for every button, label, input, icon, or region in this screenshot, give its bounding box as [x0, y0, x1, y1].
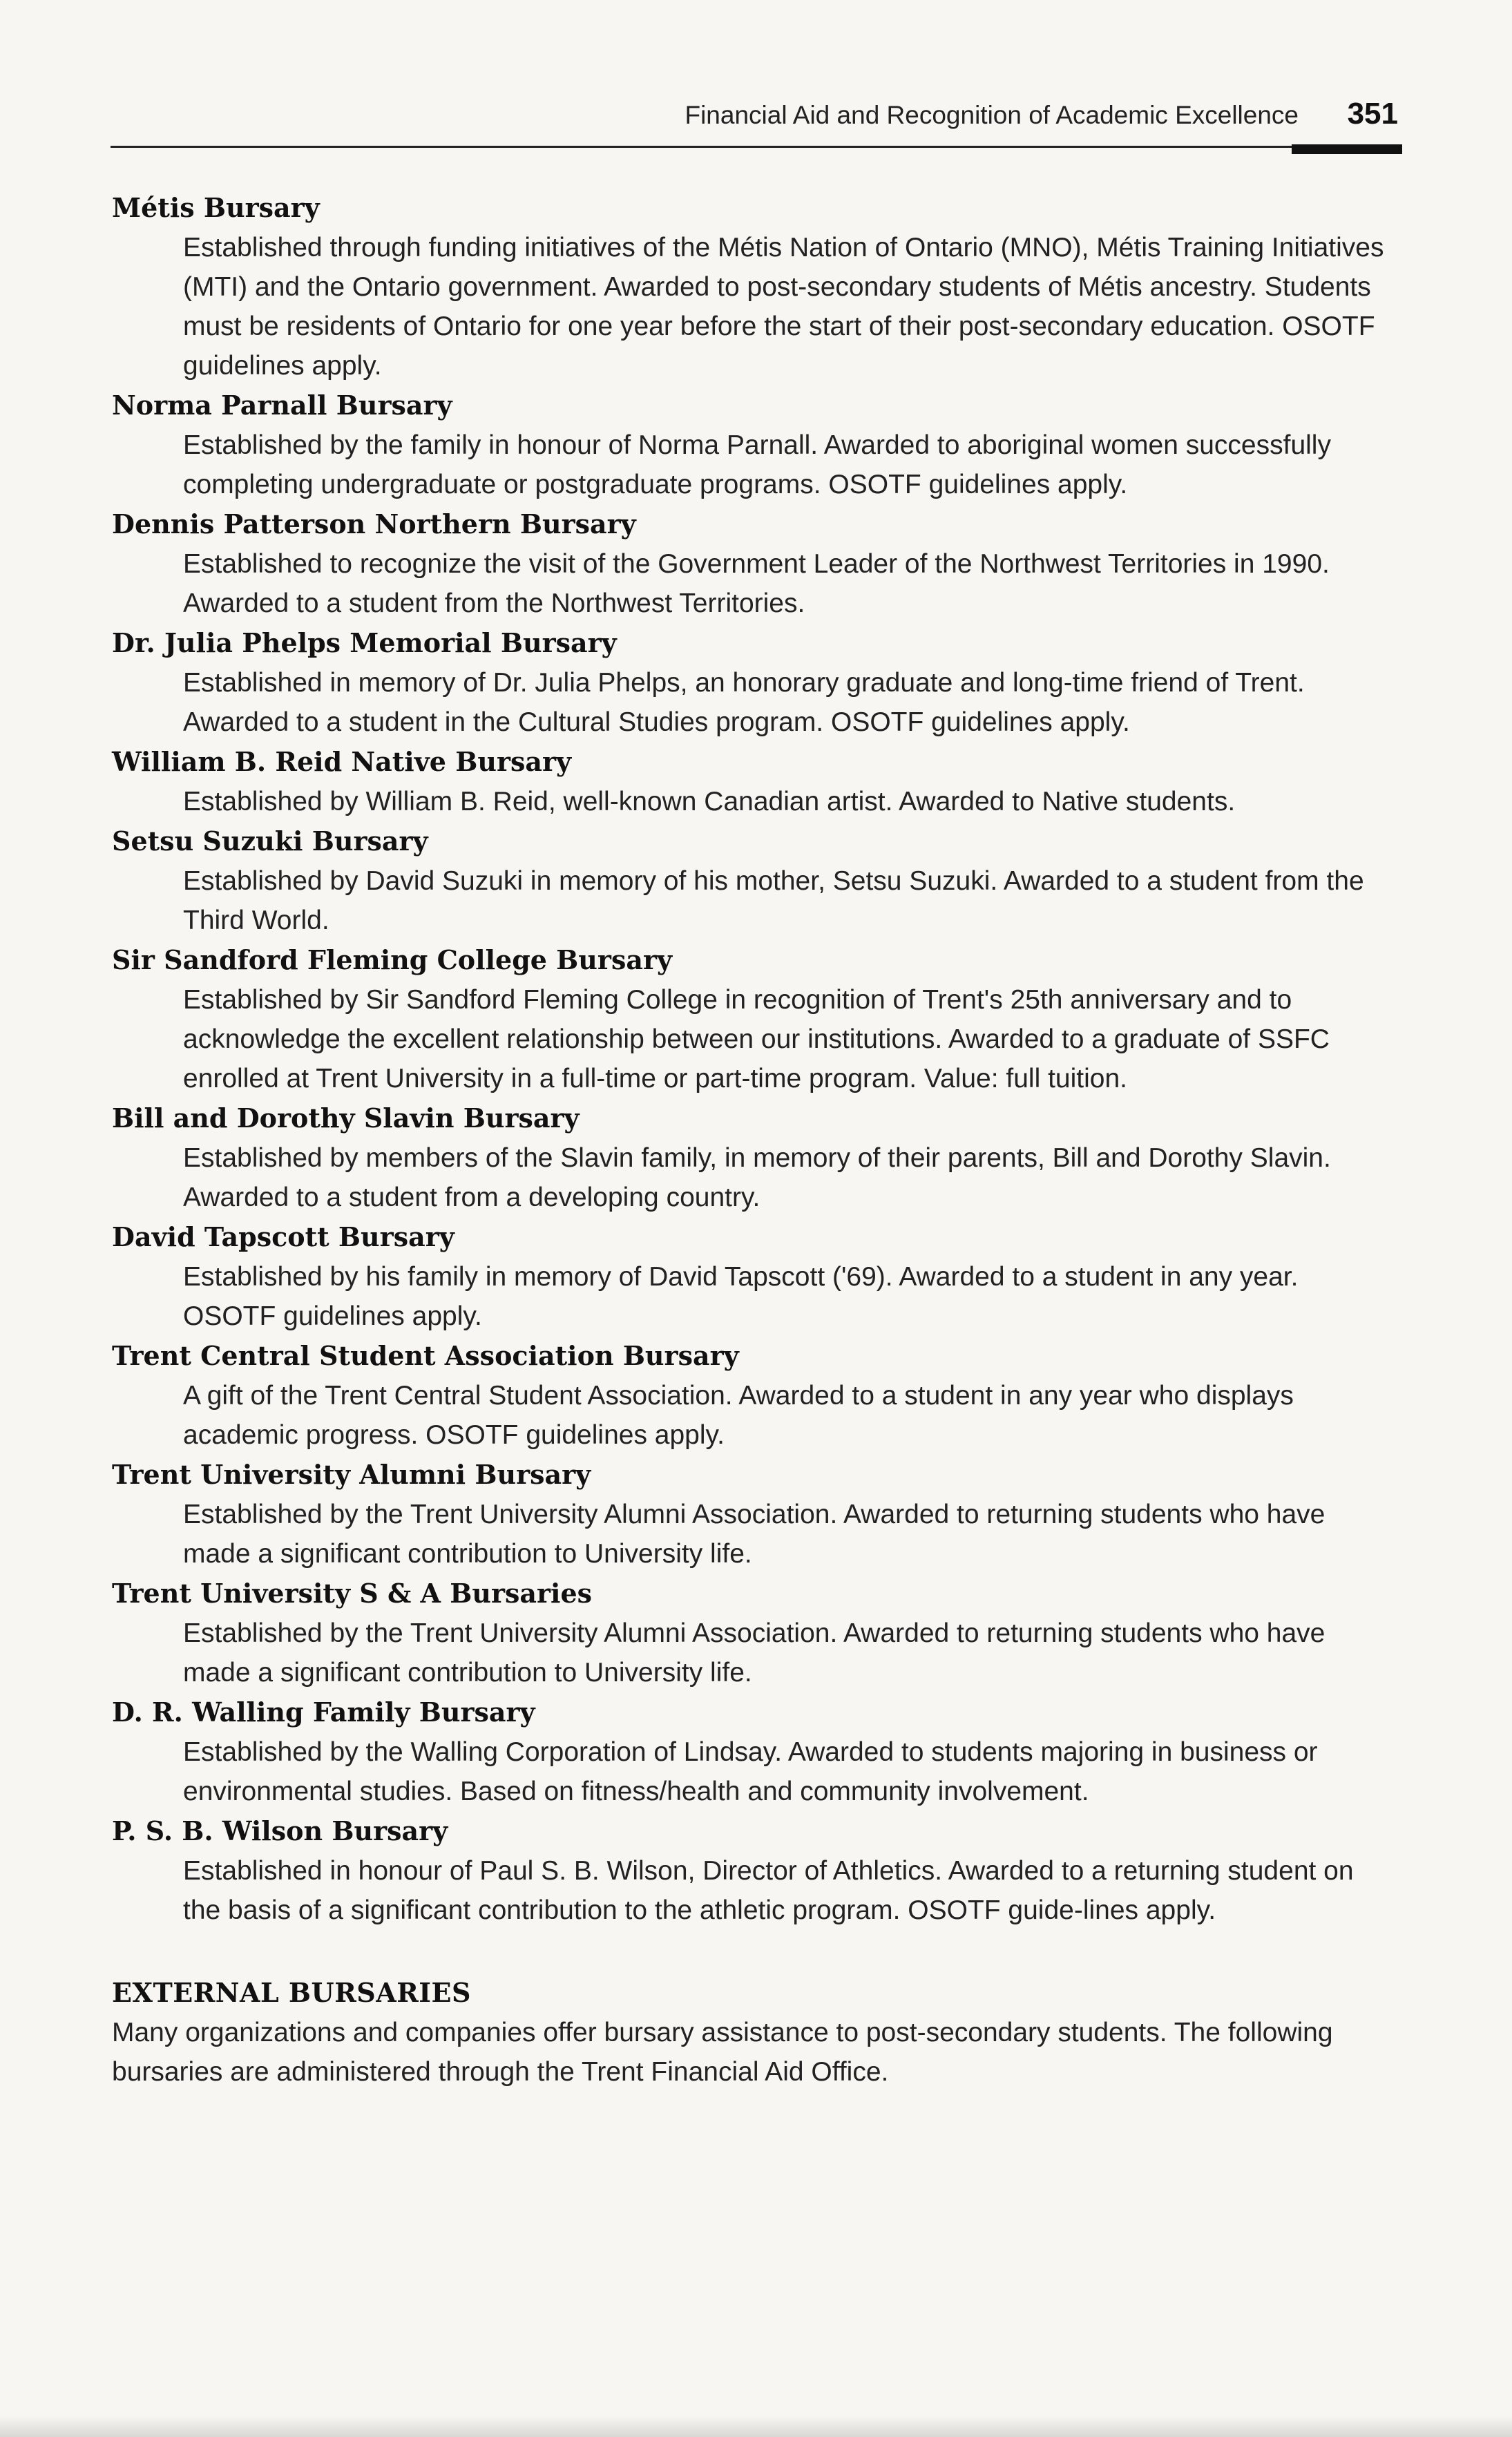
bursary-title: David Tapscott Bursary [112, 1221, 454, 1252]
bursary-entry [112, 188, 1397, 385]
bursary-title: P. S. B. Wilson Bursary [112, 1815, 448, 1846]
bursary-description: Established in honour of Paul S. B. Wilson, Director of Athletics. Awarded to a returning student on the basis of a significant contribution to the athletic program. OSOTF guide-lines apply. [183, 1856, 1354, 1925]
section-heading: EXTERNAL BURSARIES [112, 1977, 471, 2008]
bursary-title: Bill and Dorothy Slavin Bursary [112, 1102, 580, 1134]
bursary-entry [112, 1455, 1397, 1574]
header-rule [111, 146, 1402, 148]
bursary-description: Established by the Trent University Alumni Association. Awarded to returning students who have made a significant contribution to University life. [183, 1500, 1326, 1569]
bursary-title: Norma Parnall Bursary [112, 390, 452, 421]
section-paragraph: Many organizations and companies offer bursary assistance to post-secondary students. The following bursaries are administered through the Trent Financial Aid Office. [112, 2018, 1333, 2087]
bursary-entry [112, 1811, 1397, 1930]
bursary-description: Established by the family in honour of Norma Parnall. Awarded to aboriginal women successfully completing undergraduate or postgraduate programs. OSOTF guidelines apply. [183, 430, 1331, 499]
bursary-description: Established by David Suzuki in memory of his mother, Setsu Suzuki. Awarded to a student from the Third World. [183, 866, 1364, 935]
bursary-entry [112, 742, 1397, 821]
bursary-title: Trent University Alumni Bursary [112, 1459, 591, 1490]
bursary-description: Established in memory of Dr. Julia Phelps, an honorary graduate and long-time friend of Trent. Awarded to a student in the Cultural Studies program. OSOTF guidelines apply. [183, 668, 1305, 737]
bursary-title: William B. Reid Native Bursary [112, 746, 572, 777]
scan-edge [0, 2416, 1512, 2437]
bursary-entry [112, 821, 1397, 940]
bursary-title: Trent University S & A Bursaries [112, 1578, 593, 1609]
bursary-description: Established through funding initiatives of the Métis Nation of Ontario (MNO), Métis Training Initiatives (MTI) and the Ontario government. Awarded to post-secondary students of Métis ancestry. Students must be residents of Ontario for one year before the start of their post-secondary education. OSOTF guidelines apply. [183, 233, 1384, 381]
bursary-title: Dennis Patterson Northern Bursary [112, 508, 636, 539]
bursary-description: A gift of the Trent Central Student Association. Awarded to a student in any year who displays academic progress. OSOTF guidelines apply. [183, 1381, 1294, 1450]
bursary-title: Trent Central Student Association Bursary [112, 1340, 739, 1371]
bursary-title: Métis Bursary [112, 192, 320, 223]
bursary-description: Established by the Trent University Alumni Association. Awarded to returning students who have made a significant contribution to University life. [183, 1618, 1326, 1688]
page-number: 351 [1347, 97, 1398, 131]
header-rule-accent [1292, 144, 1402, 154]
bursary-list [112, 188, 1397, 2092]
bursary-title: Dr. Julia Phelps Memorial Bursary [112, 627, 617, 658]
bursary-description: Established by his family in memory of David Tapscott ('69). Awarded to a student in any year. OSOTF guidelines apply. [183, 1262, 1299, 1331]
bursary-entry [112, 385, 1397, 504]
bursary-title: Setsu Suzuki Bursary [112, 825, 428, 857]
bursary-entry [112, 1217, 1397, 1336]
bursary-title: Sir Sandford Fleming College Bursary [112, 944, 673, 975]
bursary-description: Established by the Walling Corporation of Lindsay. Awarded to students majoring in business or environmental studies. Based on fitness/health and community involvement. [183, 1737, 1318, 1806]
bursary-description: Established by members of the Slavin family, in memory of their parents, Bill and Dorothy Slavin. Awarded to a student from a developing country. [183, 1143, 1331, 1212]
bursary-entry [112, 504, 1397, 623]
running-title: Financial Aid and Recognition of Academic Excellence [685, 101, 1299, 129]
bursary-entry [112, 623, 1397, 742]
running-header [111, 95, 1402, 137]
bursary-entry [112, 1692, 1397, 1811]
bursary-title: D. R. Walling Family Bursary [112, 1697, 535, 1728]
bursary-entry [112, 1336, 1397, 1455]
bursary-description: Established by William B. Reid, well-known Canadian artist. Awarded to Native students. [183, 787, 1236, 816]
bursary-entry [112, 940, 1397, 1098]
bursary-description: Established by Sir Sandford Fleming College in recognition of Trent's 25th anniversary and to acknowledge the excellent relationship between our institutions. Awarded to a graduate of SSFC enrolled at Trent University in a full-time or part-time program. Value: full tuition. [183, 985, 1330, 1093]
bursary-entry [112, 1098, 1397, 1217]
bursary-entry [112, 1574, 1397, 1692]
bursary-description: Established to recognize the visit of the Government Leader of the Northwest Territories in 1990. Awarded to a student from the Northwest Territories. [183, 549, 1330, 618]
